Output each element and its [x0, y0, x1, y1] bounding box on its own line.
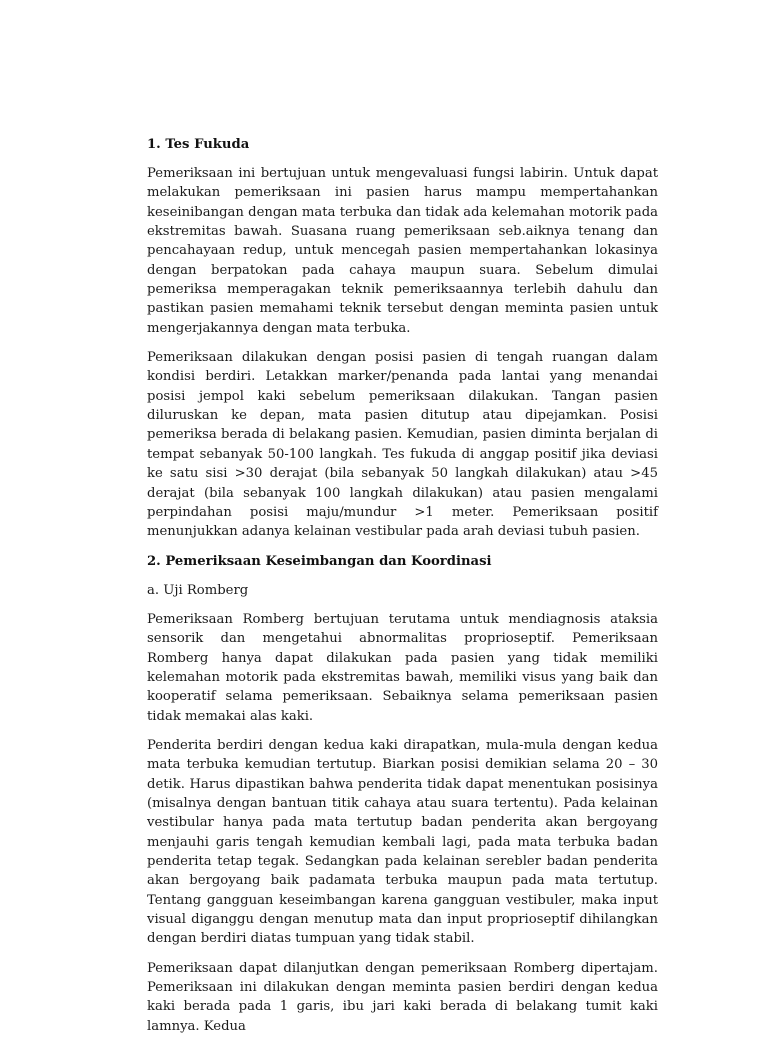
section-heading-keseimbangan-koordinasi: 2. Pemeriksaan Keseimbangan dan Koordinasi: [147, 553, 492, 569]
paragraph: Pemeriksaan Romberg bertujuan terutama untuk mendiagnosis ataksia sensorik dan mengetahui abnormalitas proprioseptif. Pemeriksaan Romberg hanya dapat dilakukan pada pasien yang tidak memiliki kelemahan motorik pada ekstremitas bawah, memiliki visus yang baik dan kooperatif selama pemeriksaan. Sebaiknya selama pemeriksaan pasien tidak memakai alas kaki.: [147, 611, 658, 724]
section-heading-tes-fukuda: 1. Tes Fukuda: [147, 137, 250, 152]
subheading-uji-romberg: a. Uji Romberg: [147, 582, 249, 598]
paragraph: Pemeriksaan ini bertujuan untuk mengevaluasi fungsi labirin. Untuk dapat melakukan pemeriksaan ini pasien harus mampu mempertahankan keseinibangan dengan mata terbuka dan tidak ada kelemahan motorik pada ekstremitas bawah. Suasana ruang pemeriksaan seb.aiknya tenang dan pencahayaan redup, untuk mencegah pasien mempertahankan lokasinya dengan berpatokan pada cahaya maupun suara. Sebelum dimulai pemeriksa memperagakan teknik pemeriksaannya terlebih dahulu dan pastikan pasien memahami teknik tersebut dengan meminta pasien untuk mengerjakannya dengan mata terbuka.: [147, 166, 658, 336]
document-body: [147, 135, 658, 1046]
paragraph: Penderita berdiri dengan kedua kaki dirapatkan, mula-mula dengan kedua mata terbuka kemudian tertutup. Biarkan posisi demikian selama 20 – 30 detik. Harus dipastikan bahwa penderita tidak dapat menentukan posisinya (misalnya dengan bantuan titik cahaya atau suara tertentu). Pada kelainan vestibular hanya pada mata tertutup badan penderita akan bergoyang menjauhi garis tengah kemudian kembali lagi, pada mata terbuka badan penderita tetap tegak. Sedangkan pada kelainan serebler badan penderita akan bergoyang baik padamata terbuka maupun pada mata tertutup. Tentang gangguan keseimbangan karena gangguan vestibuler, maka input visual diganggu dengan menutup mata dan input proprioseptif dihilangkan dengan berdiri diatas tumpuan yang tidak stabil.: [147, 737, 658, 947]
paragraph: Pemeriksaan dilakukan dengan posisi pasien di tengah ruangan dalam kondisi berdiri. Letakkan marker/penanda pada lantai yang menandai posisi jempol kaki sebelum pemeriksaan dilakukan. Tangan pasien diluruskan ke depan, mata pasien ditutup atau dipejamkan. Posisi pemeriksa berada di belakang pasien. Kemudian, pasien diminta berjalan di tempat sebanyak 50-100 langkah. Tes fukuda di anggap positif jika deviasi ke satu sisi >30 derajat (bila sebanyak 50 langkah dilakukan) atau >45 derajat (bila sebanyak 100 langkah dilakukan) atau pasien mengalami perpindahan posisi maju/mundur >1 meter. Pemeriksaan positif menunjukkan adanya kelainan vestibular pada arah deviasi tubuh pasien.: [147, 350, 658, 540]
paragraph: Pemeriksaan dapat dilanjutkan dengan pemeriksaan Romberg dipertajam. Pemeriksaan ini dilakukan dengan meminta pasien berdiri dengan kedua kaki berada pada 1 garis, ibu jari kaki berada di belakang tumit kaki lamnya. Kedua: [147, 960, 658, 1034]
